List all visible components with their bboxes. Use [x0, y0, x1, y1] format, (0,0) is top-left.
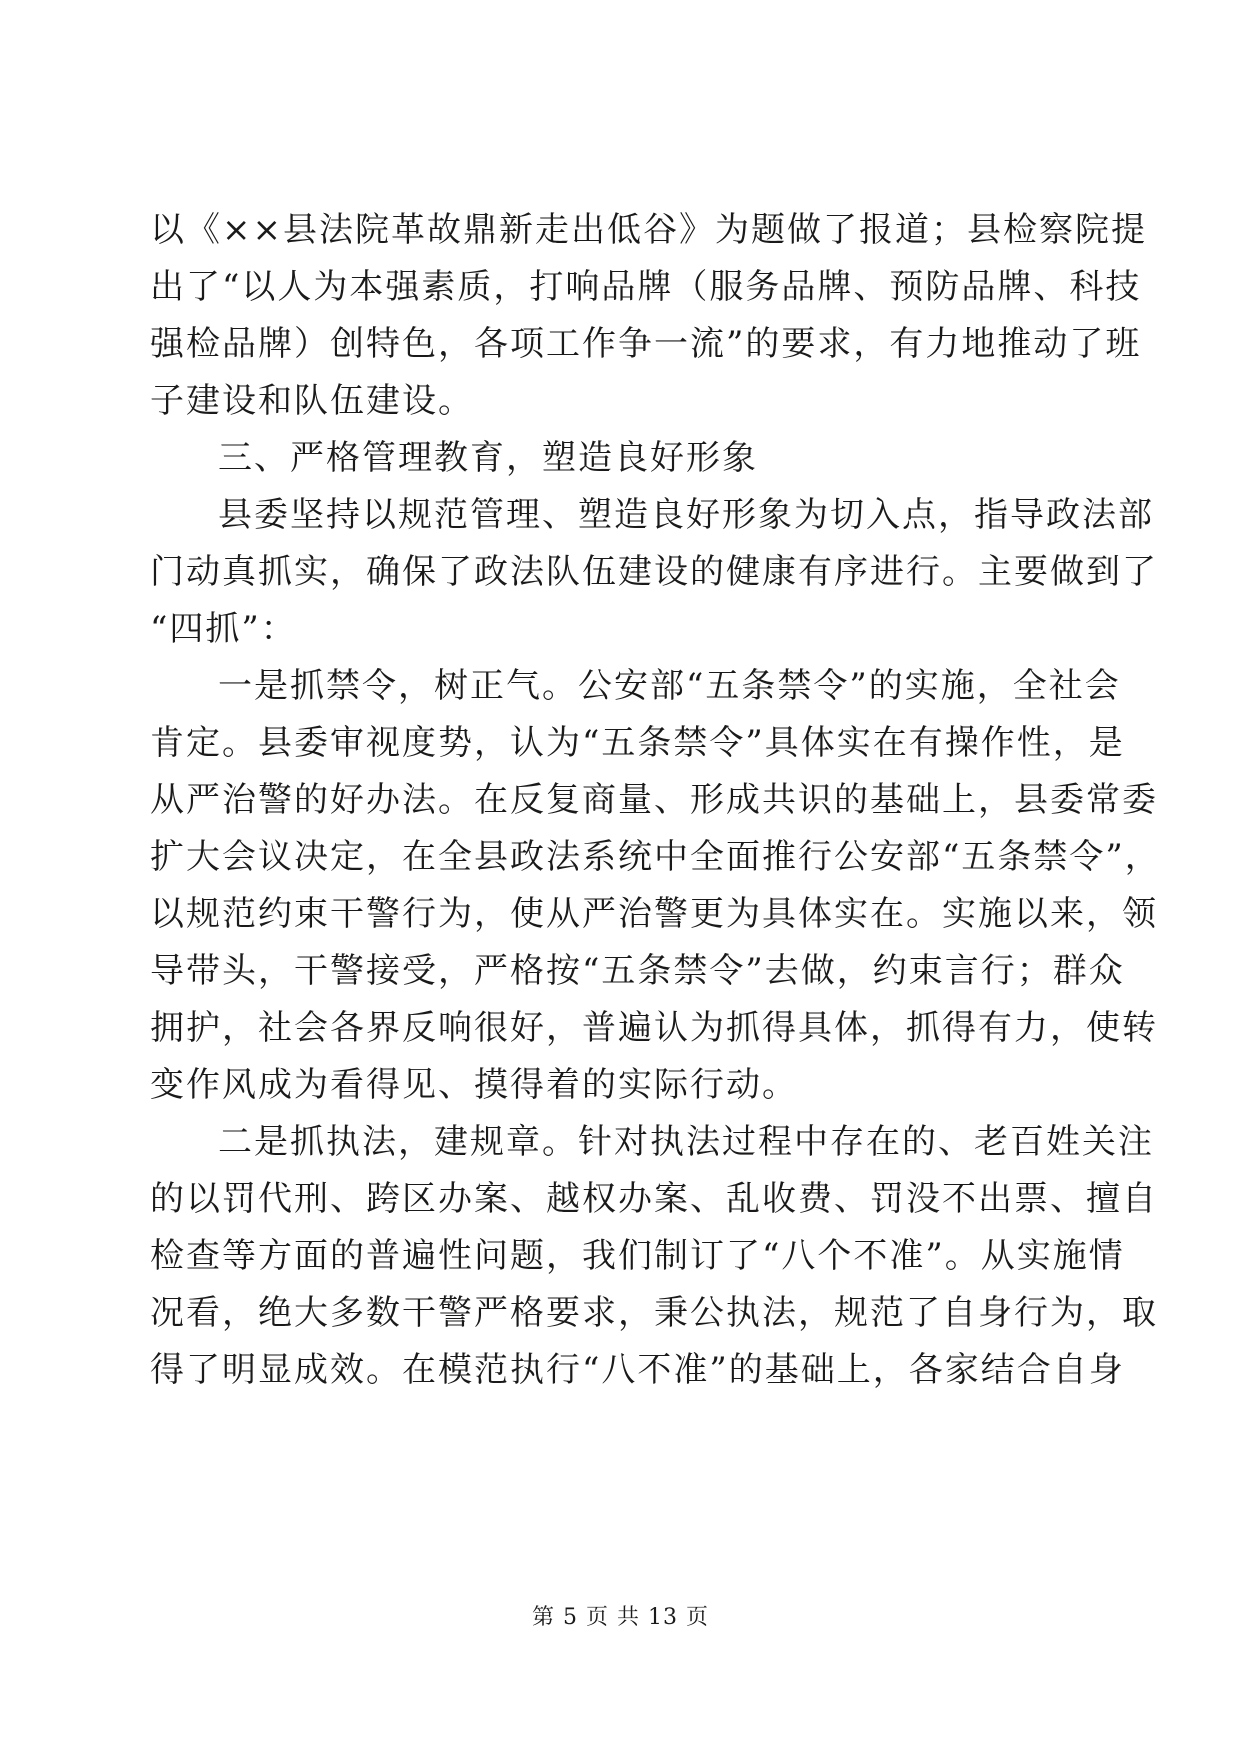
- text-line: 从严治警的好办法。在反复商量、形成共识的基础上，县委常委: [150, 780, 1158, 820]
- text-line: 县委坚持以规范管理、塑造良好形象为切入点，指导政法部: [218, 495, 1154, 535]
- section-heading: 三、严格管理教育，塑造良好形象: [218, 438, 758, 478]
- text-line: 以规范约束干警行为，使从严治警更为具体实在。实施以来，领: [150, 894, 1158, 934]
- text-line: “四抓”：: [150, 609, 297, 649]
- page-number-footer: 第 5 页 共 13 页: [532, 1605, 709, 1630]
- text-line: 导带头，干警接受，严格按“五条禁令”去做，约束言行；群众: [150, 951, 1125, 991]
- text-line: 拥护，社会各界反响很好，普遍认为抓得具体，抓得有力，使转: [150, 1008, 1158, 1048]
- text-line: 子建设和队伍建设。: [150, 381, 474, 421]
- text-line: 得了明显成效。在模范执行“八不准”的基础上，各家结合自身: [150, 1350, 1125, 1390]
- text-line: 一是抓禁令，树正气。公安部“五条禁令”的实施，全社会: [218, 666, 1121, 706]
- text-line: 强检品牌）创特色，各项工作争一流”的要求，有力地推动了班: [150, 324, 1142, 364]
- text-line: 况看，绝大多数干警严格要求，秉公执法，规范了自身行为，取: [150, 1293, 1158, 1333]
- text-line: 扩大会议决定，在全县政法系统中全面推行公安部“五条禁令”，: [150, 837, 1161, 877]
- text-line: 门动真抓实，确保了政法队伍建设的健康有序进行。主要做到了: [150, 552, 1158, 592]
- text-line: 变作风成为看得见、摸得着的实际行动。: [150, 1065, 798, 1105]
- text-line: 以《××县法院革故鼎新走出低谷》为题做了报道；县检察院提: [150, 210, 1147, 250]
- text-line: 检查等方面的普遍性问题，我们制订了“八个不准”。从实施情: [150, 1236, 1125, 1276]
- text-line: 出了“以人为本强素质，打响品牌（服务品牌、预防品牌、科技: [150, 267, 1142, 307]
- text-line: 肯定。县委审视度势，认为“五条禁令”具体实在有操作性，是: [150, 723, 1125, 763]
- text-line: 二是抓执法，建规章。针对执法过程中存在的、老百姓关注: [218, 1122, 1154, 1162]
- text-line: 的以罚代刑、跨区办案、越权办案、乱收费、罚没不出票、擅自: [150, 1179, 1158, 1219]
